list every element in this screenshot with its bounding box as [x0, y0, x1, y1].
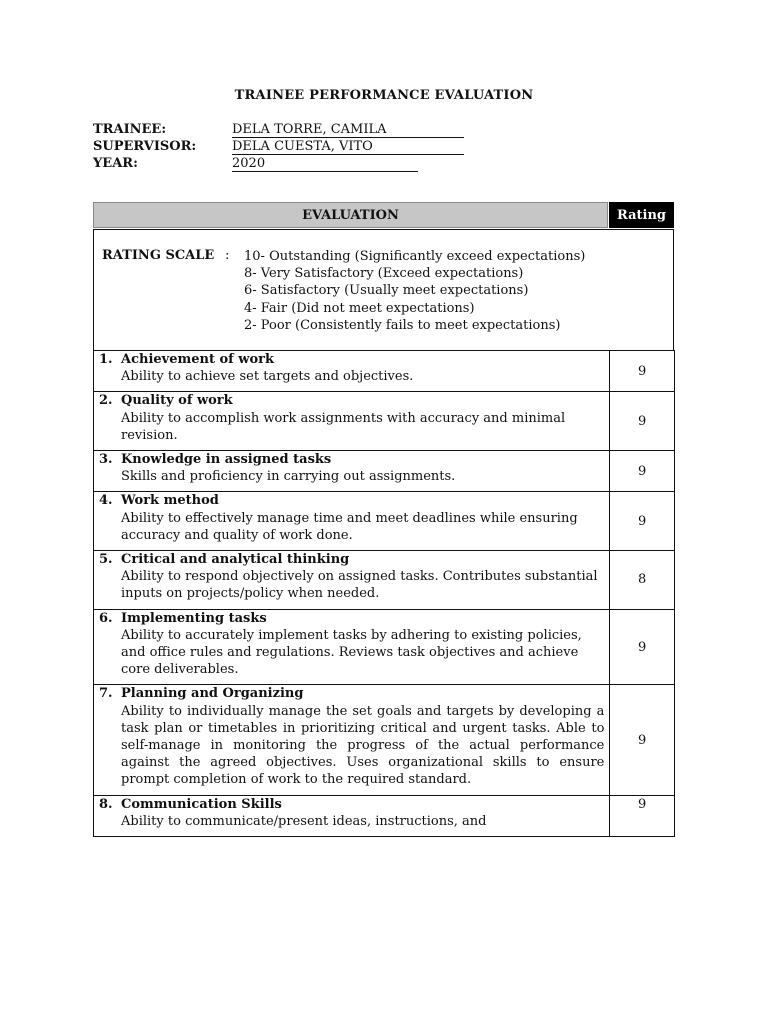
table-row	[94, 451, 675, 492]
criterion-cell	[94, 492, 610, 551]
criterion-number: 4.	[99, 493, 113, 509]
criterion-number: 2.	[99, 393, 113, 409]
criterion-number: 1.	[99, 352, 113, 367]
rating-cell: 9	[610, 451, 675, 492]
criterion-title-text: Knowledge in assigned tasks	[121, 452, 332, 468]
rating-scale-item: 10- Outstanding (Significantly exceed expectations)	[244, 249, 586, 264]
rating-cell: 8	[610, 551, 675, 610]
rating-scale-item: 2- Poor (Consistently fails to meet expectations)	[244, 317, 561, 333]
criterion-cell	[94, 685, 610, 795]
criterion-title	[99, 610, 604, 627]
table-row	[94, 492, 675, 551]
criterion-description: Ability to respond objectively on assigned tasks. Contributes substantial inputs on projects/policy when needed.	[121, 569, 598, 602]
rating-cell: 9	[610, 492, 675, 551]
criterion-title-text: Communication Skills	[121, 796, 282, 812]
criterion-number: 3.	[99, 452, 113, 468]
criterion-description: Ability to achieve set targets and objectives.	[121, 369, 414, 385]
rating-scale-item: 4- Fair (Did not meet expectations)	[244, 300, 475, 316]
rating-scale-colon: :	[225, 248, 230, 263]
criterion-title-text: Critical and analytical thinking	[121, 552, 350, 568]
rating-cell: 9	[610, 795, 675, 836]
criterion-cell	[94, 609, 610, 685]
rating-scale-list	[244, 248, 585, 334]
rating-cell: 9	[610, 392, 675, 451]
rating-scale-item: 8- Very Satisfactory (Exceed expectations)	[244, 266, 524, 282]
supervisor-label: SUPERVISOR:	[93, 139, 197, 154]
criteria-table	[93, 350, 675, 837]
criterion-title	[99, 551, 604, 568]
criterion-title	[99, 685, 604, 702]
document-title: TRAINEE PERFORMANCE EVALUATION	[234, 88, 534, 103]
criterion-cell	[94, 351, 610, 392]
year-label: YEAR:	[93, 156, 138, 171]
criterion-description: Ability to individually manage the set goals and targets by developing a task plan or timetables in prioritizing critical and urgent tasks. Able to self-manage in monitoring the progress of the actual performance against the agreed objectives. Uses organizational skills to ensure prompt completion of work to the required standard.	[121, 703, 605, 788]
criterion-cell	[94, 451, 610, 492]
criterion-cell	[94, 551, 610, 610]
rating-header: Rating	[609, 202, 674, 228]
table-row	[94, 551, 675, 610]
year-value: 2020	[232, 156, 418, 172]
criterion-number: 8.	[99, 796, 113, 812]
table-row	[94, 795, 675, 836]
criterion-title-text: Planning and Organizing	[121, 686, 304, 702]
rating-cell: 9	[610, 351, 675, 392]
table-row	[94, 609, 675, 685]
table-row	[94, 685, 675, 795]
table-row	[94, 351, 675, 392]
criterion-title-text: Achievement of work	[121, 352, 275, 367]
criterion-title	[99, 392, 604, 409]
evaluation-header: EVALUATION	[93, 202, 608, 228]
criterion-title-text: Quality of work	[121, 393, 233, 409]
criterion-title	[99, 451, 604, 468]
rating-scale-box	[93, 229, 674, 350]
rating-cell: 9	[610, 609, 675, 685]
criterion-number: 7.	[99, 686, 113, 702]
criterion-description: Ability to accomplish work assignments with accuracy and minimal revision.	[121, 410, 566, 443]
supervisor-value: DELA CUESTA, VITO	[232, 139, 464, 155]
criterion-description: Ability to accurately implement tasks by adhering to existing policies, and office rules and regulations. Reviews task objectives and achieve core deliverables.	[121, 627, 582, 678]
trainee-value: DELA TORRE, CAMILA	[232, 122, 464, 138]
criterion-description: Ability to effectively manage time and meet deadlines while ensuring accuracy and quality of work done.	[121, 510, 578, 543]
criterion-number: 5.	[99, 552, 113, 568]
criterion-title	[99, 351, 604, 368]
criterion-title-text: Implementing tasks	[121, 610, 267, 626]
criterion-title	[99, 492, 604, 509]
criterion-cell	[94, 392, 610, 451]
criterion-title	[99, 796, 604, 813]
table-row	[94, 392, 675, 451]
criterion-cell	[94, 795, 610, 836]
rating-scale-label: RATING SCALE	[102, 248, 215, 263]
criterion-title-text: Work method	[121, 493, 219, 509]
criterion-description: Ability to communicate/present ideas, instructions, and	[121, 813, 487, 829]
criterion-description: Skills and proficiency in carrying out assignments.	[121, 469, 456, 485]
rating-scale-item: 6- Satisfactory (Usually meet expectations)	[244, 283, 529, 299]
criterion-number: 6.	[99, 610, 113, 626]
trainee-label: TRAINEE:	[93, 122, 167, 137]
rating-cell: 9	[610, 685, 675, 795]
